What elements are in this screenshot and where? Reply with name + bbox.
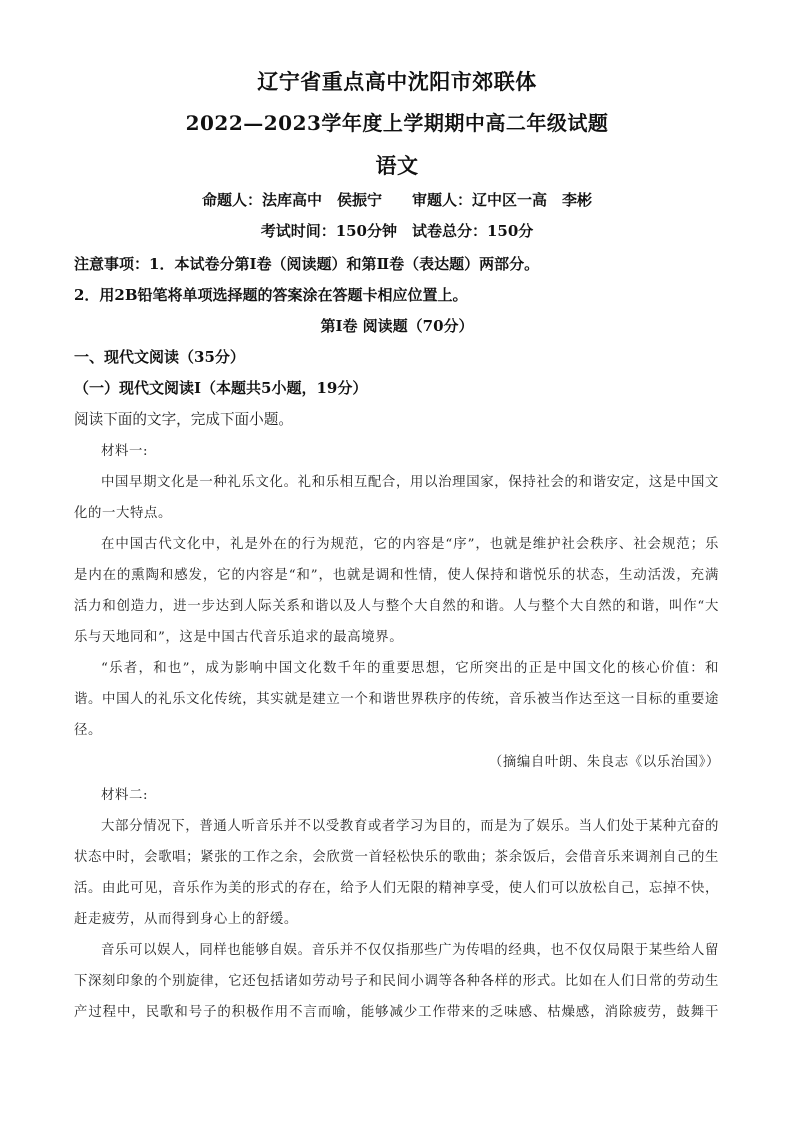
- notice-line-1: 注意事项：1．本试卷分第Ⅰ卷（阅读题）和第Ⅱ卷（表达题）两部分。: [74, 255, 540, 273]
- material1-line: 活力和创造力，进一步达到人际关系和谐以及人与整个大自然的和谐。人与整个大自然的和谐，叫作“大: [74, 599, 719, 614]
- material2-label: 材料二:: [101, 788, 149, 803]
- exam-info-line: 考试时间：150分钟 试卷总分：150分: [260, 222, 534, 240]
- material1-credit: （摘编自叶朗、朱良志《以乐治国》）: [488, 755, 720, 770]
- material1-line: 是内在的熏陶和感发，它的内容是“和”，也就是调和性情，使人保持和谐悦乐的状态，生动活泼，充满: [74, 568, 719, 583]
- subject-title: 语文: [375, 153, 419, 178]
- material2-line: 大部分情况下，普通人听音乐并不以受教育或者学习为目的，而是为了娱乐。当人们处于某种亢奋的: [101, 819, 719, 834]
- authors-line: 命题人：法库高中 侯振宁 审题人：辽中区一高 李彬: [201, 191, 592, 209]
- material1-label: 材料一:: [101, 444, 149, 459]
- material2-line: 音乐可以娱人，同样也能够自娱。音乐并不仅仅指那些广为传唱的经典，也不仅仅局限于某些给人留: [101, 943, 719, 958]
- part1-title: 第Ⅰ卷 阅读题（70分）: [320, 317, 474, 335]
- material1-line: 化的一大特点。: [74, 506, 172, 521]
- material2-line: 活。由此可见，音乐作为美的形式的存在，给予人们无限的精神享受，使人们可以放松自己，忘掉不快，: [74, 881, 719, 896]
- exam-title-line2: 2022—2023学年度上学期期中高二年级试题: [185, 111, 609, 135]
- material1-line: 乐与天地同和”，这是中国古代音乐追求的最高境界。: [74, 630, 404, 645]
- instruction-text: 阅读下面的文字，完成下面小题。: [74, 411, 293, 428]
- material2-line: 下深刻印象的个别旋律，它还包括诸如劳动号子和民间小调等各种各样的形式。比如在人们日常的劳动生: [74, 974, 719, 989]
- subsection-heading: （一）现代文阅读Ⅰ（本题共5小题，19分）: [74, 379, 368, 397]
- exam-title-line1: 辽宁省重点高中沈阳市郊联体: [257, 69, 537, 94]
- material1-line: 在中国古代文化中，礼是外在的行为规范，它的内容是“序”，也就是维护社会秩序、社会规范；乐: [101, 537, 719, 552]
- material1-line: “乐者，和也”，成为影响中国文化数千年的重要思想，它所突出的正是中国文化的核心价值：和: [101, 661, 719, 676]
- material1-line: 径。: [74, 723, 102, 738]
- material2-line: 产过程中，民歌和号子的积极作用不言而喻，能够减少工作带来的乏味感、枯燥感，消除疲劳，鼓舞干: [74, 1005, 719, 1020]
- material1-line: 中国早期文化是一种礼乐文化。礼和乐相互配合，用以治理国家，保持社会的和谐安定，这是中国文: [101, 475, 719, 490]
- material1-line: 谐。中国人的礼乐文化传统，其实就是建立一个和谐世界秩序的传统，音乐被当作达至这一目标的重要途: [74, 692, 719, 707]
- material2-line: 赶走疲劳，从而得到身心上的舒缓。: [74, 912, 298, 927]
- notice-line-2: 2．用2B铅笔将单项选择题的答案涂在答题卡相应位置上。: [74, 286, 468, 304]
- section-heading: 一、现代文阅读（35分）: [74, 348, 245, 366]
- material2-line: 状态中时，会歌唱；紧张的工作之余，会欣赏一首轻松快乐的歌曲；茶余饭后，会借音乐来调剂自己的生: [74, 850, 719, 865]
